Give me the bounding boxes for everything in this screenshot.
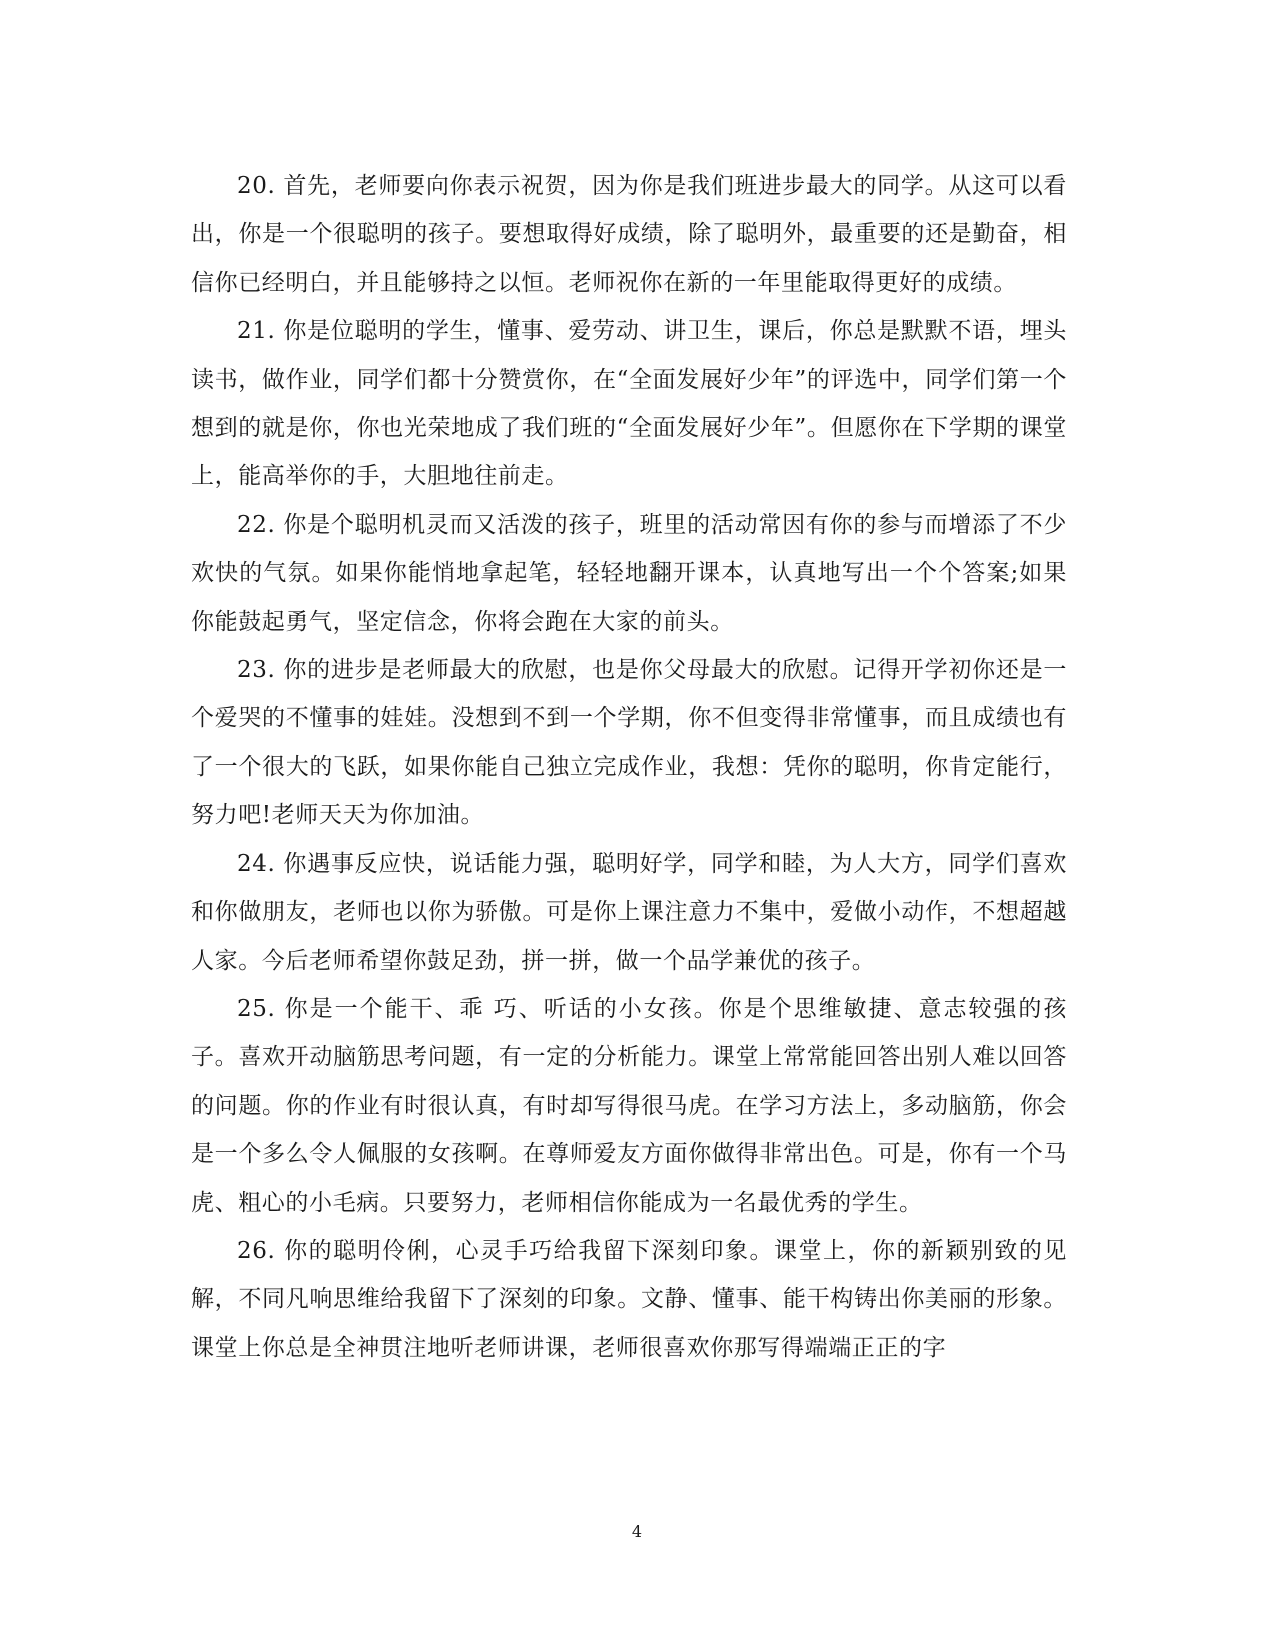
comment-paragraph-21: 21. 你是位聪明的学生，懂事、爱劳动、讲卫生，课后，你总是默默不语，埋头读书，做作业，同学们都十分赞赏你，在“全面发展好少年”的评选中，同学们第一个想到的就是你，你也光荣地成了我们班的“全面发展好少年”。但愿你在下学期的课堂上，能高举你的手，大胆地往前走。 [191, 318, 1067, 490]
comment-paragraph-26: 26. 你的聪明伶俐，心灵手巧给我留下深刻印象。课堂上，你的新颖别致的见解，不同凡响思维给我留下了深刻的印象。文静、懂事、能干构铸出你美丽的形象。课堂上你总是全神贯注地听老师讲课，老师很喜欢你那写得端端正正的字 [191, 1237, 1067, 1361]
page-number: 4 [631, 1522, 643, 1541]
comment-paragraph-24: 24. 你遇事反应快，说话能力强，聪明好学，同学和睦，为人大方，同学们喜欢和你做朋友，老师也以你为骄傲。可是你上课注意力不集中，爱做小动作，不想超越人家。今后老师希望你鼓足劲，拼一拼，做一个品学兼优的孩子。 [191, 850, 1067, 974]
comment-paragraph-25: 25. 你是一个能干、乖 巧、听话的小女孩。你是个思维敏捷、意志较强的孩子。喜欢开动脑筋思考问题，有一定的分析能力。课堂上常常能回答出别人难以回答的问题。你的作业有时很认真，有时却写得很马虎。在学习方法上，多动脑筋，你会是一个多么令人佩服的女孩啊。在尊师爱友方面你做得非常出色。可是，你有一个马虎、粗心的小毛病。只要努力，老师相信你能成为一名最优秀的学生。 [191, 995, 1067, 1216]
comment-paragraph-22: 22. 你是个聪明机灵而又活泼的孩子，班里的活动常因有你的参与而增添了不少欢快的气氛。如果你能悄地拿起笔，轻轻地翻开课本，认真地写出一个个答案;如果你能鼓起勇气，坚定信念，你将会跑在大家的前头。 [191, 511, 1067, 635]
page-content [191, 162, 1067, 1372]
comment-paragraph-20: 20. 首先，老师要向你表示祝贺，因为你是我们班进步最大的同学。从这可以看出，你是一个很聪明的孩子。要想取得好成绩，除了聪明外，最重要的还是勤奋，相信你已经明白，并且能够持之以恒。老师祝你在新的一年里能取得更好的成绩。 [191, 173, 1067, 296]
comment-paragraph-23: 23. 你的进步是老师最大的欣慰，也是你父母最大的欣慰。记得开学初你还是一个爱哭的不懂事的娃娃。没想到不到一个学期，你不但变得非常懂事，而且成绩也有了一个很大的飞跃，如果你能自己独立完成作业，我想：凭你的聪明，你肯定能行，努力吧!老师天天为你加油。 [191, 657, 1067, 829]
